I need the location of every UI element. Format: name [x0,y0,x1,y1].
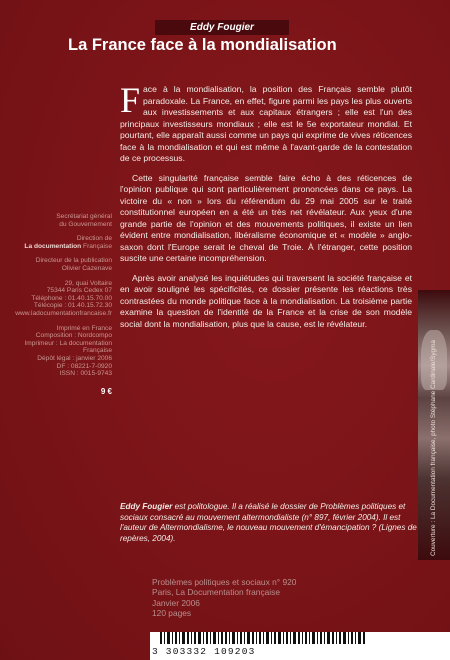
date-line: Janvier 2006 [152,597,200,608]
summary-text [120,80,412,338]
website-text: www.ladocumentationfrancaise.fr [15,309,112,317]
author-tag: Eddy Fougier [155,20,289,35]
price: 9 € [100,386,112,396]
summary-paragraph-2: Cette singularité française semble faire écho à des réticences de l'opinion publique qui sont particulièrement prononcées dans ce pays. La victoire du « non » lors du référendum du 29 mai 2005 sur le traité constitutionnel européen en a été un très net révélateur. Aux yeux d'une grande partie de l'opinion et des mouvements politiques, il existe un lien évident entre mondialisation, libéralisme économique et « modèle » anglo-saxon dont l'Europe serait le cheval de Troie. À l'étranger, cette position suscite une certaine incompréhension. [120,172,412,263]
summary-paragraph-1: Face à la mondialisation, la position des Français semble plutôt paradoxale. La France, en effet, figure parmi les pays les plus ouverts aux investissements et aux capitaux étrangers ; elle est l'un des principaux investisseurs mondiaux ; elle est le 5e exportateur mondial. Et pourtant, elle apparaît aussi comme un pays qui exprime de vives réticences face à la mondialisation et qui est même à l'avant-garde de la contestation de ce processus. [120,80,412,163]
publisher-line: Paris, La Documentation française [152,587,281,598]
imprint-column: Secrétariat général du Gouvernement Direction de La documentation Française Directeur de la publication Olivier Cazenave 29, quai Voltaire 75344 Paris Cedex 07 Téléphone : 01.40.15.70.00 Télécopie : 01.40.15.72.30 www.ladocumentationfrancaise.fr Imprimé en France Composition : Nordcompo Imprimeur : La documentation Française Dépôt légal : janvier 2006 DF : 08221-7-0920 ISSN : 0015-9743 9 € [10,213,112,395]
author-bio: Eddy Fougier est politologue. Il a réalisé le dossier de Problèmes politiques et sociaux consacré au mouvement altermondialiste (n° 897, février 2004). Il est l'auteur de Altermondialisme, le nouveau mouvement d'émancipation ? (Lignes de repères, 2004). [120,502,417,543]
barcode-area [150,632,450,660]
publication-info [152,577,372,619]
publisher-brand: La documentation [24,242,82,250]
summary-paragraph-3: Après avoir analysé les inquiétudes qui traversent la société française et en avoir souligné les spécificités, ce dossier présente les réactions très contrastées du monde politique face à la mondialisation. La troisième partie examine la question de l'identité de la France et la crise de son modèle social dont la mondialisation, plus que la cause, est le révélateur. [120,272,412,329]
series-line: Problèmes politiques et sociaux n° 920 [152,577,297,587]
barcode-number: 3 303332 109203 [152,646,256,657]
book-title: La France face à la mondialisation [68,36,337,54]
pages-line: 120 pages [152,608,192,619]
drop-cap: F [120,80,141,120]
photo-credit: Couverture : La Documentation française, photo Stéphane Cardinale/Sygma [430,340,437,556]
barcode-icon [160,632,365,644]
